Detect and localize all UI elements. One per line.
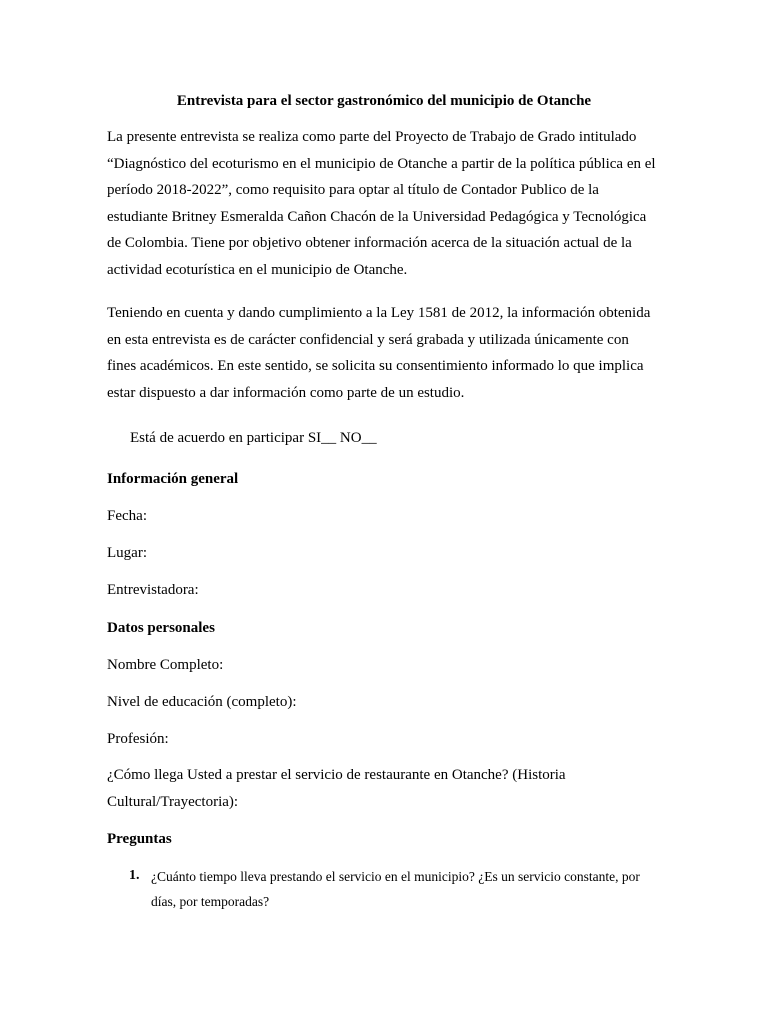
intro-line: estudiante Britney Esmeralda Cañon Chacón de la Universidad Pedagógica y Tecnológica <box>107 208 647 225</box>
profession-label: Profesión: <box>107 731 169 747</box>
question-line: ¿Cuánto tiempo lleva prestando el servicio en el municipio? ¿Es un servicio constante, por <box>151 869 640 884</box>
agreement-line: Está de acuerdo en participar SI__ NO__ <box>130 430 377 446</box>
intro-line: de Colombia. Tiene por objetivo obtener información acerca de la situación actual de la <box>107 235 632 252</box>
history-question <box>107 762 667 815</box>
full-name-label: Nombre Completo: <box>107 657 224 673</box>
personal-data-heading: Datos personales <box>107 620 215 636</box>
document-title: Entrevista para el sector gastronómico del municipio de Otanche <box>176 93 592 109</box>
date-label: Fecha: <box>107 508 147 524</box>
intro-paragraph <box>107 124 667 284</box>
question-text <box>151 864 671 914</box>
history-question-line: Cultural/Trayectoria): <box>107 793 239 810</box>
question-number: 1. <box>129 868 140 883</box>
consent-line: fines académicos. En este sentido, se solicita su consentimiento informado lo que implica <box>107 358 644 375</box>
question-line: días, por temporadas? <box>151 894 270 909</box>
history-question-line: ¿Cómo llega Usted a prestar el servicio de restaurante en Otanche? (Historia <box>107 767 566 783</box>
questions-heading: Preguntas <box>107 831 172 847</box>
consent-paragraph <box>107 300 667 406</box>
intro-line: La presente entrevista se realiza como parte del Proyecto de Trabajo de Grado intitulado <box>107 129 637 145</box>
intro-line: actividad ecoturística en el municipio de Otanche. <box>107 261 408 278</box>
education-label: Nivel de educación (completo): <box>107 694 297 710</box>
consent-line: estar dispuesto a dar información como parte de un estudio. <box>107 384 465 401</box>
consent-line: en esta entrevista es de carácter confidencial y será grabada y utilizada únicamente con <box>107 331 629 348</box>
general-info-heading: Información general <box>107 471 239 487</box>
intro-line: “Diagnóstico del ecoturismo en el municipio de Otanche a partir de la política pública en el <box>107 155 656 172</box>
interviewer-label: Entrevistadora: <box>107 582 199 598</box>
intro-line: período 2018-2022”, como requisito para optar al título de Contador Publico de la <box>107 182 599 199</box>
consent-line: Teniendo en cuenta y dando cumplimiento a la Ley 1581 de 2012, la información obtenida <box>107 305 651 321</box>
place-label: Lugar: <box>107 545 147 561</box>
